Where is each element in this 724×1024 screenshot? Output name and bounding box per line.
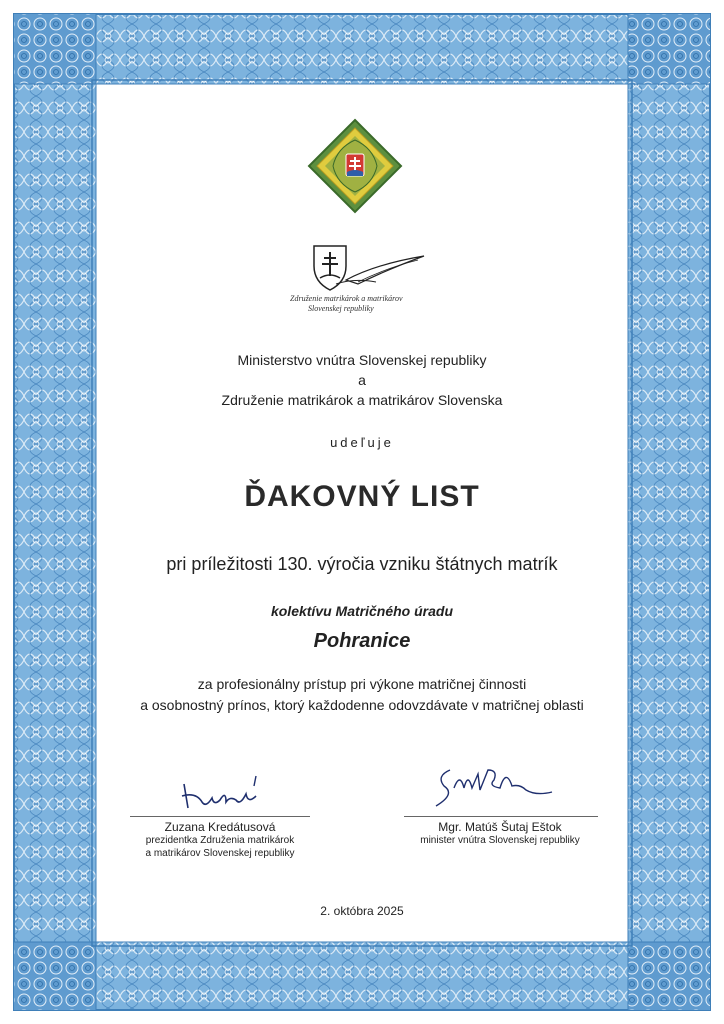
corner-ornament-tr bbox=[628, 14, 710, 84]
signature-left-image bbox=[178, 772, 274, 814]
association-logo-caption bbox=[290, 294, 403, 314]
signature-right-image bbox=[430, 764, 560, 814]
issuer-ministry: Ministerstvo vnútra Slovenskej republiky bbox=[237, 352, 487, 368]
signature-left-role-line1: prezidentka Združenia matrikárok bbox=[145, 835, 295, 846]
signature-right bbox=[390, 820, 610, 847]
recipient-place: Pohranice bbox=[313, 630, 411, 652]
association-logo bbox=[306, 244, 428, 294]
signature-right-name: Mgr. Matúš Šutaj Eštok bbox=[438, 820, 562, 834]
association-caption-line2: Slovenskej republiky bbox=[308, 304, 374, 313]
occasion-text: pri príležitosti 130. výročia vzniku štátnych matrík bbox=[166, 554, 558, 574]
issuer-association: Združenie matrikárok a matrikárov Slovenska bbox=[221, 392, 503, 408]
corner-ornament-bl bbox=[14, 942, 96, 1010]
signature-right-line bbox=[404, 816, 598, 817]
recipient-line: kolektívu Matričného úradu bbox=[270, 603, 454, 619]
signature-left bbox=[110, 820, 330, 860]
signature-left-name: Zuzana Kredátusová bbox=[164, 820, 276, 834]
corner-ornament-br bbox=[628, 942, 710, 1010]
association-caption-line1: Združenie matrikárok a matrikárov bbox=[290, 294, 403, 303]
issuer-conjunction: a bbox=[358, 372, 366, 388]
corner-ornament-tl bbox=[14, 14, 96, 84]
awards-verb: udeľuje bbox=[330, 435, 394, 450]
reason-text bbox=[0, 674, 724, 716]
issue-date: 2. októbra 2025 bbox=[320, 904, 404, 918]
signature-left-role-line2: a matrikárov Slovenskej republiky bbox=[145, 848, 295, 859]
signature-right-role-line1: minister vnútra Slovenskej republiky bbox=[420, 835, 580, 846]
reason-line1: za profesionálny prístup pri výkone matričnej činnosti bbox=[197, 676, 527, 692]
reason-line2: a osobnostný prínos, ktorý každodenne odovzdávate v matričnej oblasti bbox=[140, 697, 584, 713]
issuers-block bbox=[0, 350, 724, 410]
crest-emblem bbox=[307, 118, 403, 214]
document-title: ĎAKOVNÝ LIST bbox=[244, 480, 480, 513]
signature-left-line bbox=[130, 816, 310, 817]
